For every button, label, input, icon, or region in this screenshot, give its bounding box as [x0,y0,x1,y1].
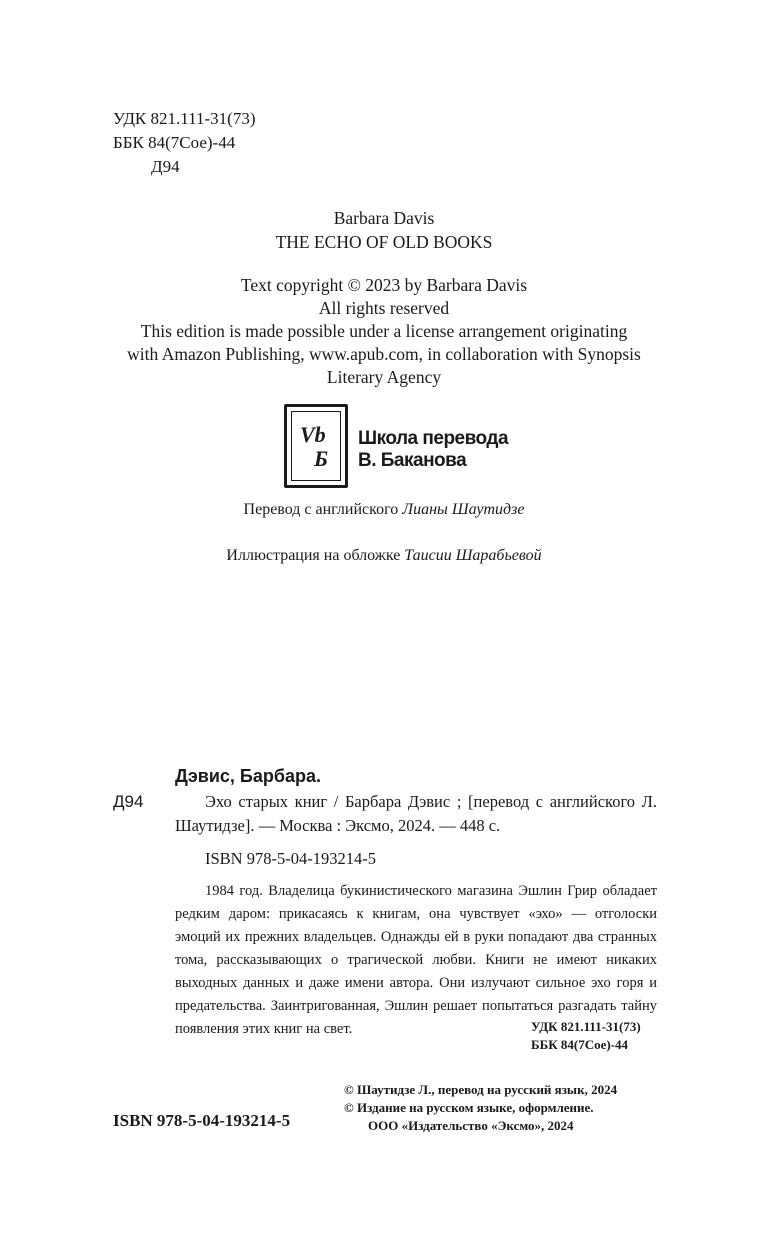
bib-author-code: Д94 [113,792,144,811]
school-name-line-1: Школа перевода [358,428,509,449]
original-title: THE ECHO OF OLD BOOKS [275,232,493,252]
bib-bbk: ББК 84(7Сое)-44 [531,1037,629,1052]
translation-credit [0,499,768,521]
license-line-1: This edition is made possible under a license arrangement originating [140,321,628,341]
translation-label: Перевод с английского [243,501,399,518]
school-name [358,428,508,472]
bib-description: Эхо старых книг / Барбара Дэвис ; [перевод с английского Л. Шаутидзе]. — Москва : Эксмо, 2024. — 448 с. [175,792,657,835]
copyright-edition: © Издание на русском языке, оформление. [344,1100,594,1115]
school-logo [284,404,348,488]
copyright-publisher: ООО «Издательство «Эксмо», 2024 [368,1118,574,1133]
original-author: Barbara Davis [333,208,435,228]
bbk-code: ББК 84(7Сое)-44 [113,133,236,152]
bib-annotation: 1984 год. Владелица букинистического магазина Эшлин Грир обладает редким даром: прикасаясь к книгам, она чувствует «эхо» — отголоски эмоций их прежних владельцев. Однажды ей в руки попадают два странных тома, рассказывающих о трагической любви. Книги не имеют никаких выходных данных и даже имени автора. Они излучают сильное эхо горя и предательства. Заинтригованная, Эшлин решает попытаться разгадать тайну появления этих книг на свет. [175,883,657,1037]
bib-author-heading: Дэвис, Барбара. [175,766,321,786]
bib-isbn: ISBN 978-5-04-193214-5 [205,849,376,868]
logo-monogram-bottom: Б [314,446,328,471]
illustration-label: Иллюстрация на обложке [226,547,401,564]
school-name-line-2: В. Баканова [358,450,467,471]
logo-monogram-top: Vb [300,422,326,447]
isbn-bottom: ISBN 978-5-04-193214-5 [113,1111,291,1130]
bib-udk: УДК 821.111-31(73) [531,1019,641,1034]
copyright-translation: © Шаутидзе Л., перевод на русский язык, 2024 [344,1082,618,1097]
illustration-credit [0,545,768,567]
author-code: Д94 [151,157,180,176]
illustrator-name: Таисии Шарабьевой [404,547,542,564]
translator-name: Лианы Шаутидзе [402,501,525,518]
license-line-3: Literary Agency [326,367,442,387]
license-line-2: with Amazon Publishing, www.apub.com, in collaboration with Synopsis [127,344,641,364]
udk-code: УДК 821.111-31(73) [113,109,256,128]
original-copyright: Text copyright © 2023 by Barbara Davis [240,275,528,295]
rights-reserved: All rights reserved [318,298,450,318]
logo-inner-frame [291,411,341,481]
